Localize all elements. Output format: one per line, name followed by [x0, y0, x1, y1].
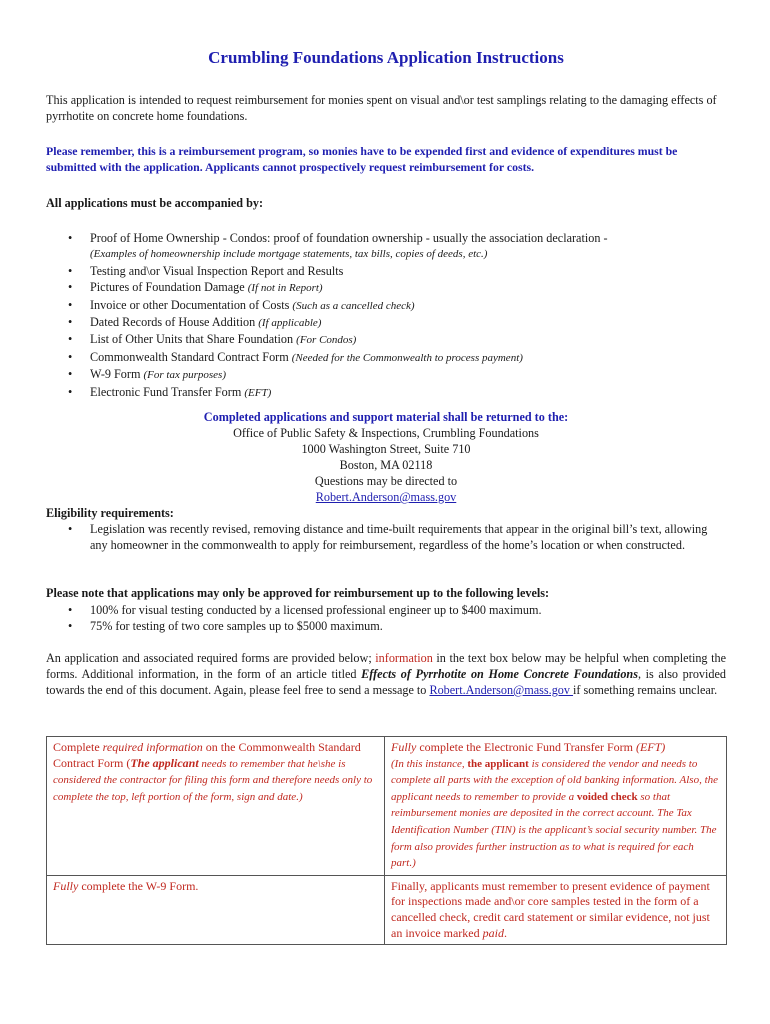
list-item: • List of Other Units that Share Foundation (For Condos) [46, 331, 726, 348]
list-item: • Legislation was recently revised, removing distance and time-built requirements that appear in the original bill’s text, allowing any homeowner in the commonwealth to apply for reimbursement, regardless of the home’s location or when constructed. [46, 521, 726, 554]
list-item: • Invoice or other Documentation of Costs (Such as a cancelled check) [46, 297, 726, 314]
return-heading: Completed applications and support material shall be returned to the: [203, 410, 569, 424]
email-link[interactable]: Robert.Anderson@mass.gov [315, 490, 457, 504]
list-item: • W-9 Form (For tax purposes) [46, 366, 726, 383]
list-item: • Commonwealth Standard Contract Form (Needed for the Commonwealth to process payment) [46, 349, 726, 366]
list-item: • 100% for visual testing conducted by a licensed professional engineer up to $400 maximum. [46, 602, 726, 618]
accompanied-heading: All applications must be accompanied by: [46, 196, 264, 210]
intro-paragraph: This application is intended to request reimbursement for monies spent on visual and\or test samplings relating to the damaging effects of pyrrhotite on concrete home foundations. [46, 93, 717, 123]
list-item: • Dated Records of House Addition (If applicable) [46, 314, 726, 331]
list-item: • 75% for testing of two core samples up to $5000 maximum. [46, 618, 726, 634]
city-address: Boston, MA 02118 [339, 458, 433, 472]
w9-form-cell: Fully complete the W-9 Form. [47, 875, 385, 944]
levels-list [46, 602, 726, 635]
instruction-box [46, 736, 727, 945]
page-title: Crumbling Foundations Application Instructions [208, 48, 564, 67]
reimbursement-notice: Please remember, this is a reimbursement program, so monies have to be expended first and evidence of expenditures must be submitted with the application. Applicants cannot prospectively request reimbursement for costs. [46, 144, 678, 174]
street-address: 1000 Washington Street, Suite 710 [301, 442, 471, 456]
return-address [46, 409, 726, 505]
questions-line: Questions may be directed to Robert.Anderson@mass.gov [314, 474, 458, 504]
eft-form-cell: Fully complete the Electronic Fund Transfer Form (EFT) (In this instance, the applicant is considered the vendor and needs to complete all parts with the exception of old banking information. Also, the applicant needs to remember to provide a voided check so that reimbursement monies are deposited in the correct account. The Tax Identification Number (TIN) is the applicant’s social security number. The form also provides further instruction as to what is required for each part.) [385, 737, 727, 876]
requirements-list [46, 230, 726, 401]
eligibility-list [46, 521, 726, 554]
contract-form-cell: Complete required information on the Commonwealth Standard Contract Form (The applicant needs to remember that he\she is considered the contractor for filing this form and therefore needs only to complete the top, left portion of the form, sign and date.) [47, 737, 385, 876]
list-item: • Testing and\or Visual Inspection Report and Results [46, 263, 726, 279]
article-title: Effects of Pyrrhotite on Home Concrete Foundations [361, 667, 638, 681]
levels-heading: Please note that applications may only be approved for reimbursement up to the following levels: [46, 586, 550, 600]
eligibility-heading: Eligibility requirements: [46, 506, 174, 520]
list-item: • Proof of Home Ownership - Condos: proof of foundation ownership - usually the association declaration - (Examples of homeownership include mortgage statements, tax bills, copies of deeds, etc.) [46, 230, 726, 263]
payment-evidence-cell: Finally, applicants must remember to present evidence of payment for inspections made and\or core samples tested in the form of a cancelled check, credit card statement or similar evidence, not just an invoice marked paid. [385, 875, 727, 944]
application-forms-paragraph: An application and associated required forms are provided below; information in the text box below may be helpful when completing the forms. Additional information, in the form of an article titled Effects of Pyrrhotite on Home Concrete Foundations, is also provided towards the end of this document. Again, please feel free to send a message to Robert.Anderson@mass.gov if something remains unclear. [46, 651, 726, 697]
email-link[interactable]: Robert.Anderson@mass.gov [429, 683, 574, 697]
list-item: • Electronic Fund Transfer Form (EFT) [46, 384, 726, 401]
office-name: Office of Public Safety & Inspections, Crumbling Foundations [233, 426, 539, 440]
list-item: • Pictures of Foundation Damage (If not in Report) [46, 279, 726, 296]
